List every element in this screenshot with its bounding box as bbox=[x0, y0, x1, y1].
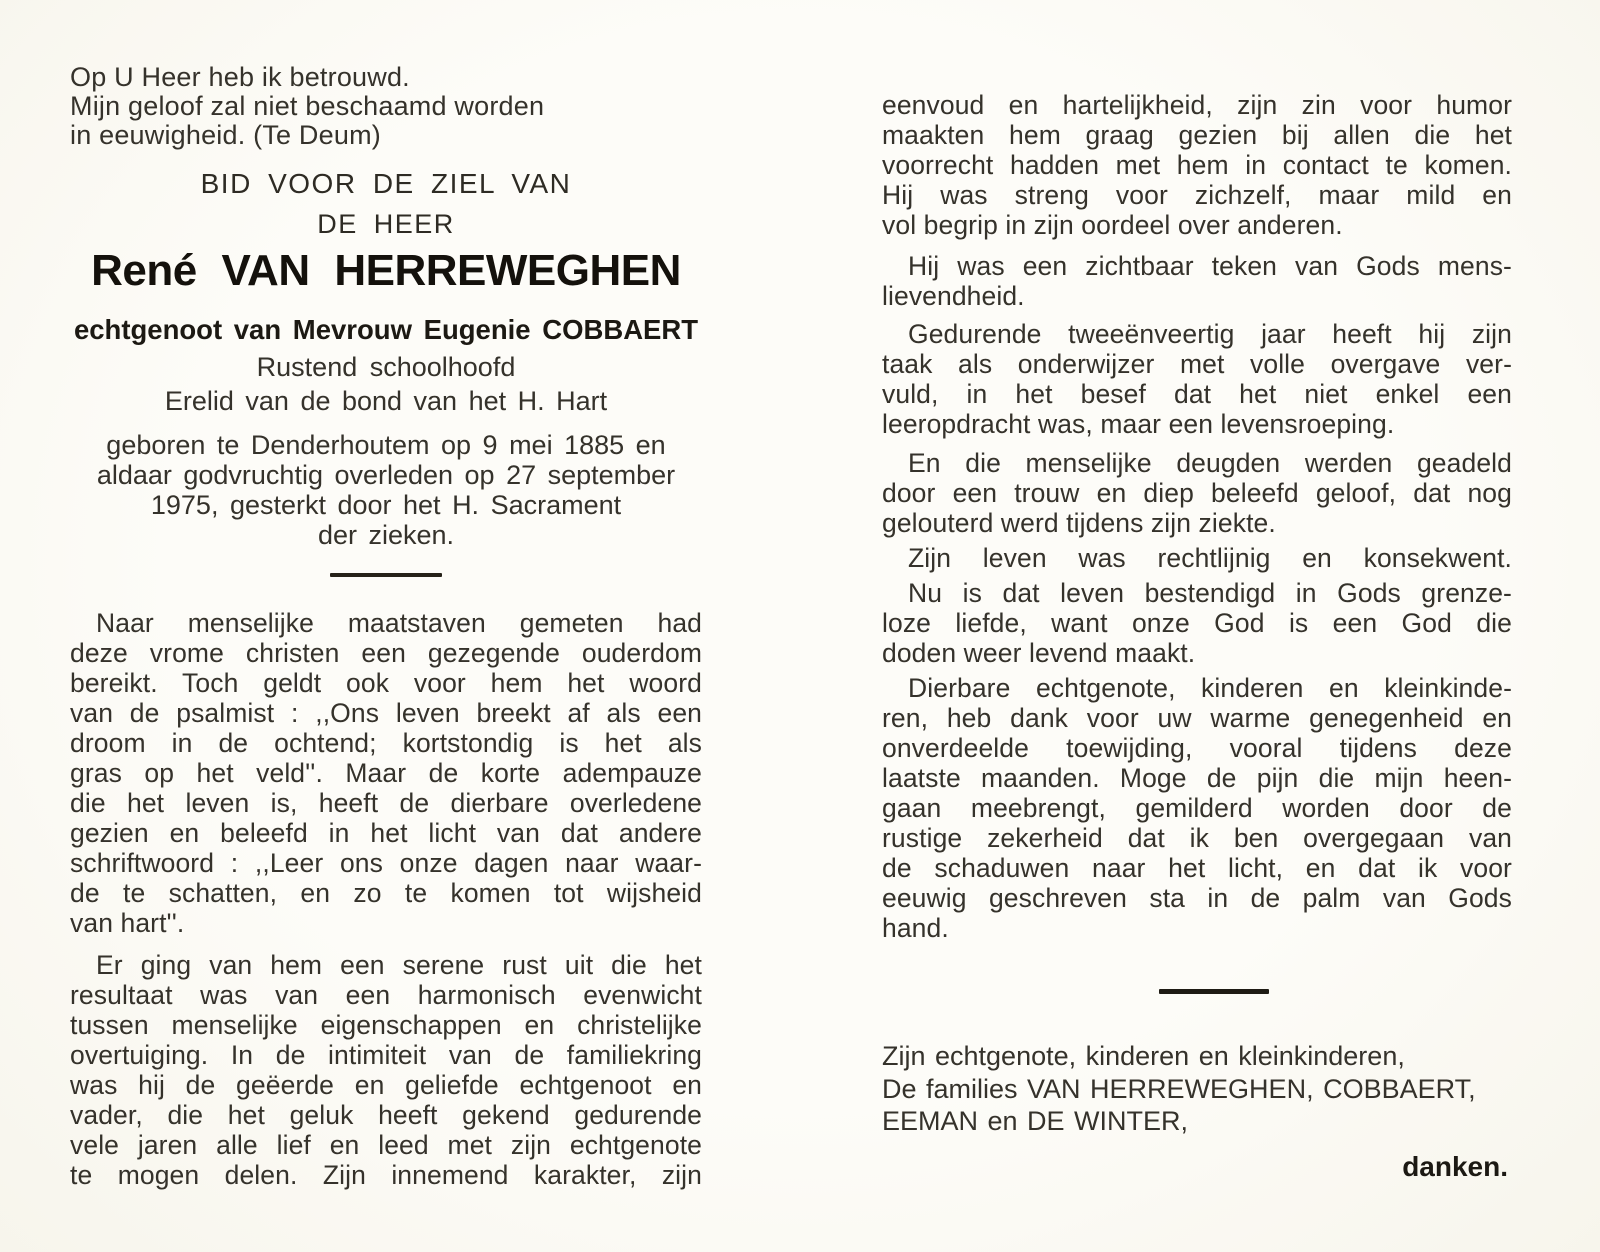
body-line: laatste maanden. Moge de pijn die mijn heen- bbox=[882, 763, 1512, 793]
body-paragraph-9 bbox=[882, 673, 1512, 943]
left-column bbox=[70, 0, 702, 1190]
body-line: vol begrip in zijn oordeel over anderen. bbox=[882, 210, 1343, 240]
body-paragraph-7 bbox=[882, 543, 1512, 573]
vitals-line: der zieken. bbox=[317, 520, 455, 550]
body-line: maakten hem graag gezien bij allen die het bbox=[882, 120, 1512, 150]
bid-header: BID VOOR DE ZIEL VAN bbox=[200, 168, 572, 199]
opening-quote bbox=[70, 63, 702, 150]
de-heer-label: DE HEER bbox=[317, 209, 455, 239]
right-column bbox=[882, 0, 1512, 1183]
body-line: Zijn leven was rechtlijnig en konsekwent. bbox=[908, 543, 1512, 573]
divider-rule bbox=[330, 573, 442, 577]
spouse-line: echtgenoot van Mevrouw Eugenie COBBAERT bbox=[73, 314, 699, 345]
body-line: Naar menselijke maatstaven gemeten had bbox=[96, 608, 702, 638]
body-line: bereikt. Toch geldt ook voor hem het woord bbox=[70, 668, 702, 698]
body-line: vader, die het geluk heeft gekend gedurende bbox=[70, 1100, 702, 1130]
body-line: Nu is dat leven bestendigd in Gods grenze- bbox=[908, 578, 1512, 608]
vitals-line: aldaar godvruchtig overleden op 27 september bbox=[96, 460, 676, 490]
body-line: droom in de ochtend; kortstondig is het als bbox=[70, 728, 702, 758]
body-line: was hij de geëerde en geliefde echtgenoot en bbox=[70, 1070, 702, 1100]
body-line: die het leven is, heeft de dierbare overledene bbox=[70, 788, 702, 818]
body-line: eeuwig geschreven sta in de palm van Gods bbox=[882, 883, 1512, 913]
honor-line: Erelid van de bond van het H. Hart bbox=[164, 386, 608, 416]
body-paragraph-5 bbox=[882, 319, 1512, 439]
body-line: doden weer levend maakt. bbox=[882, 638, 1196, 668]
body-line: Er ging van hem een serene rust uit die het bbox=[96, 950, 702, 980]
vitals-line: 1975, gesterkt door het H. Sacrament bbox=[150, 490, 622, 520]
body-paragraph-4 bbox=[882, 251, 1512, 311]
closing-line: EEMAN en DE WINTER, bbox=[882, 1106, 1189, 1136]
quote-line: in eeuwigheid. (Te Deum) bbox=[70, 120, 381, 150]
closing-acknowledgment bbox=[882, 1040, 1512, 1138]
body-paragraph-8 bbox=[882, 578, 1512, 668]
body-line: voorrecht hadden met hem in contact te komen. bbox=[882, 150, 1512, 180]
body-line: loze liefde, want onze God is een God die bbox=[882, 608, 1512, 638]
body-line: van de psalmist : ,,Ons leven breekt af als een bbox=[70, 698, 702, 728]
quote-line: Mijn geloof zal niet beschaamd worden bbox=[70, 91, 545, 121]
body-line: de schaduwen naar het licht, en dat ik voor bbox=[882, 853, 1512, 883]
body-line: vuld, in het besef dat het niet enkel een bbox=[882, 379, 1512, 409]
deceased-name: René VAN HERREWEGHEN bbox=[91, 246, 681, 295]
body-line: door een trouw en diep beleefd geloof, dat nog bbox=[882, 478, 1512, 508]
body-paragraph-2 bbox=[70, 950, 702, 1190]
body-line: onverdeelde toewijding, vooral tijdens deze bbox=[882, 733, 1512, 763]
body-paragraph-6 bbox=[882, 448, 1512, 538]
body-paragraph-1 bbox=[70, 608, 702, 938]
body-line: Hij was streng voor zichzelf, maar mild en bbox=[882, 180, 1512, 210]
body-line: rustige zekerheid dat ik ben overgegaan van bbox=[882, 823, 1512, 853]
body-paragraph-3 bbox=[882, 90, 1512, 240]
body-line: de te schatten, en zo te komen tot wijsheid bbox=[70, 878, 702, 908]
body-line: Hij was een zichtbaar teken van Gods mens- bbox=[908, 251, 1512, 281]
body-line: En die menselijke deugden werden geadeld bbox=[908, 448, 1512, 478]
body-line: gezien en beleefd in het licht van dat andere bbox=[70, 818, 702, 848]
body-line: deze vrome christen een gezegende ouderdom bbox=[70, 638, 702, 668]
closing-line: Zijn echtgenote, kinderen en kleinkinderen, bbox=[882, 1041, 1405, 1071]
body-line: Dierbare echtgenote, kinderen en kleinkinde- bbox=[908, 673, 1512, 703]
body-line: taak als onderwijzer met volle overgave ver- bbox=[882, 349, 1512, 379]
body-line: leeropdracht was, maar een levensroeping. bbox=[882, 409, 1395, 439]
divider-rule bbox=[1159, 989, 1269, 994]
body-line: ren, heb dank voor uw warme genegenheid en bbox=[882, 703, 1512, 733]
body-line: eenvoud en hartelijkheid, zijn zin voor humor bbox=[882, 90, 1512, 120]
closing-line: De families VAN HERREWEGHEN, COBBAERT, bbox=[882, 1073, 1476, 1104]
body-line: te mogen delen. Zijn innemend karakter, zijn bbox=[70, 1160, 702, 1190]
body-line: schriftwoord : ,,Leer ons onze dagen naar waar- bbox=[70, 848, 702, 878]
body-line: van hart''. bbox=[70, 908, 185, 938]
body-line: Gedurende tweeënveertig jaar heeft hij zijn bbox=[908, 319, 1512, 349]
body-line: resultaat was van een harmonisch evenwicht bbox=[70, 980, 702, 1010]
body-line: tussen menselijke eigenschappen en christelijke bbox=[70, 1010, 702, 1040]
body-line: overtuiging. In de intimiteit van de familiekring bbox=[70, 1040, 702, 1070]
body-line: gelouterd werd tijdens zijn ziekte. bbox=[882, 508, 1276, 538]
body-line: gaan meebrengt, gemilderd worden door de bbox=[882, 793, 1512, 823]
quote-line: Op U Heer heb ik betrouwd. bbox=[70, 62, 410, 92]
body-line: hand. bbox=[882, 913, 949, 943]
body-line: lievendheid. bbox=[882, 281, 1025, 311]
body-line: gras op het veld''. Maar de korte adempauze bbox=[70, 758, 702, 788]
body-line: vele jaren alle lief en leed met zijn echtgenote bbox=[70, 1130, 702, 1160]
role-line: Rustend schoolhoofd bbox=[256, 352, 516, 382]
birth-death-block bbox=[70, 430, 702, 550]
vitals-line: geboren te Denderhoutem op 9 mei 1885 en bbox=[106, 430, 666, 460]
thanks-word: danken. bbox=[1402, 1150, 1508, 1182]
